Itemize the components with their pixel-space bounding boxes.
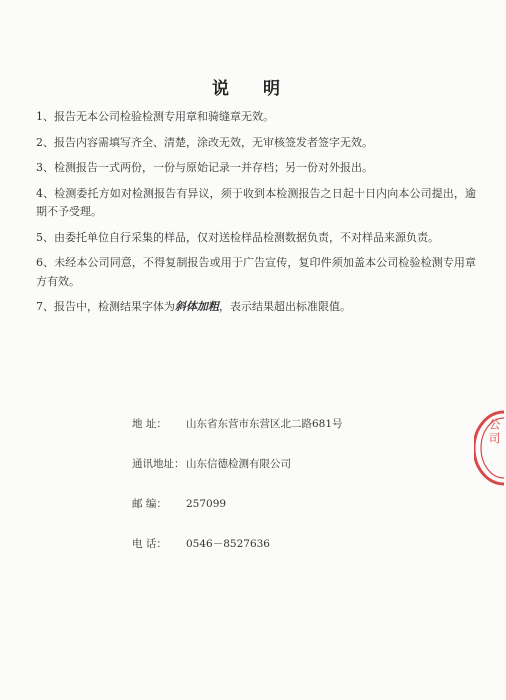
rule-item-7 [36,298,476,317]
seal-text: 公司 [487,418,501,446]
rule-item-5: 5、由委托单位自行采集的样品，仅对送检样品检测数据负责，不对样品来源负责。 [36,230,439,244]
rules-list [36,108,476,324]
postcode-value: 257099 [186,498,227,510]
company-value: 山东信德检测有限公司 [186,458,291,470]
contact-postcode [132,496,452,511]
page-title: 说 明 [212,79,294,99]
rule-item-1: 1、报告无本公司检验检测专用章和骑缝章无效。 [36,110,274,123]
company-label: 通讯地址： [132,458,185,470]
rule-7-suffix: ，表示结果超出标准限值。 [219,300,351,313]
address-label: 地 址： [132,418,167,430]
rule-item-2: 2、报告内容需填写齐全、清楚，涂改无效，无审核签发者签字无效。 [36,135,373,149]
contact-company [132,456,452,471]
rule-item-3: 3、检测报告一式两份，一份与原始记录一并存档；另一份对外报出。 [36,161,373,174]
phone-value: 0546－8527636 [186,538,270,550]
postcode-label: 邮 编： [132,498,167,510]
rule-item-6: 6、未经本公司同意，不得复制报告或用于广告宣传，复印件须加盖本公司检验检测专用章方有效。 [36,256,476,288]
contact-address [132,416,452,431]
rule-7-prefix: 7、报告中，检测结果字体为 [36,300,175,313]
phone-label: 电 话： [132,538,167,550]
rule-item-4: 4、检测委托方如对检测报告有异议，须于收到本检测报告之日起十日内向本公司提出，逾期不予受理。 [36,186,476,218]
address-value: 山东省东营市东营区北二路681号 [186,418,343,430]
rule-7-emphasis: 斜体加粗 [175,300,219,313]
contact-phone [132,536,452,551]
